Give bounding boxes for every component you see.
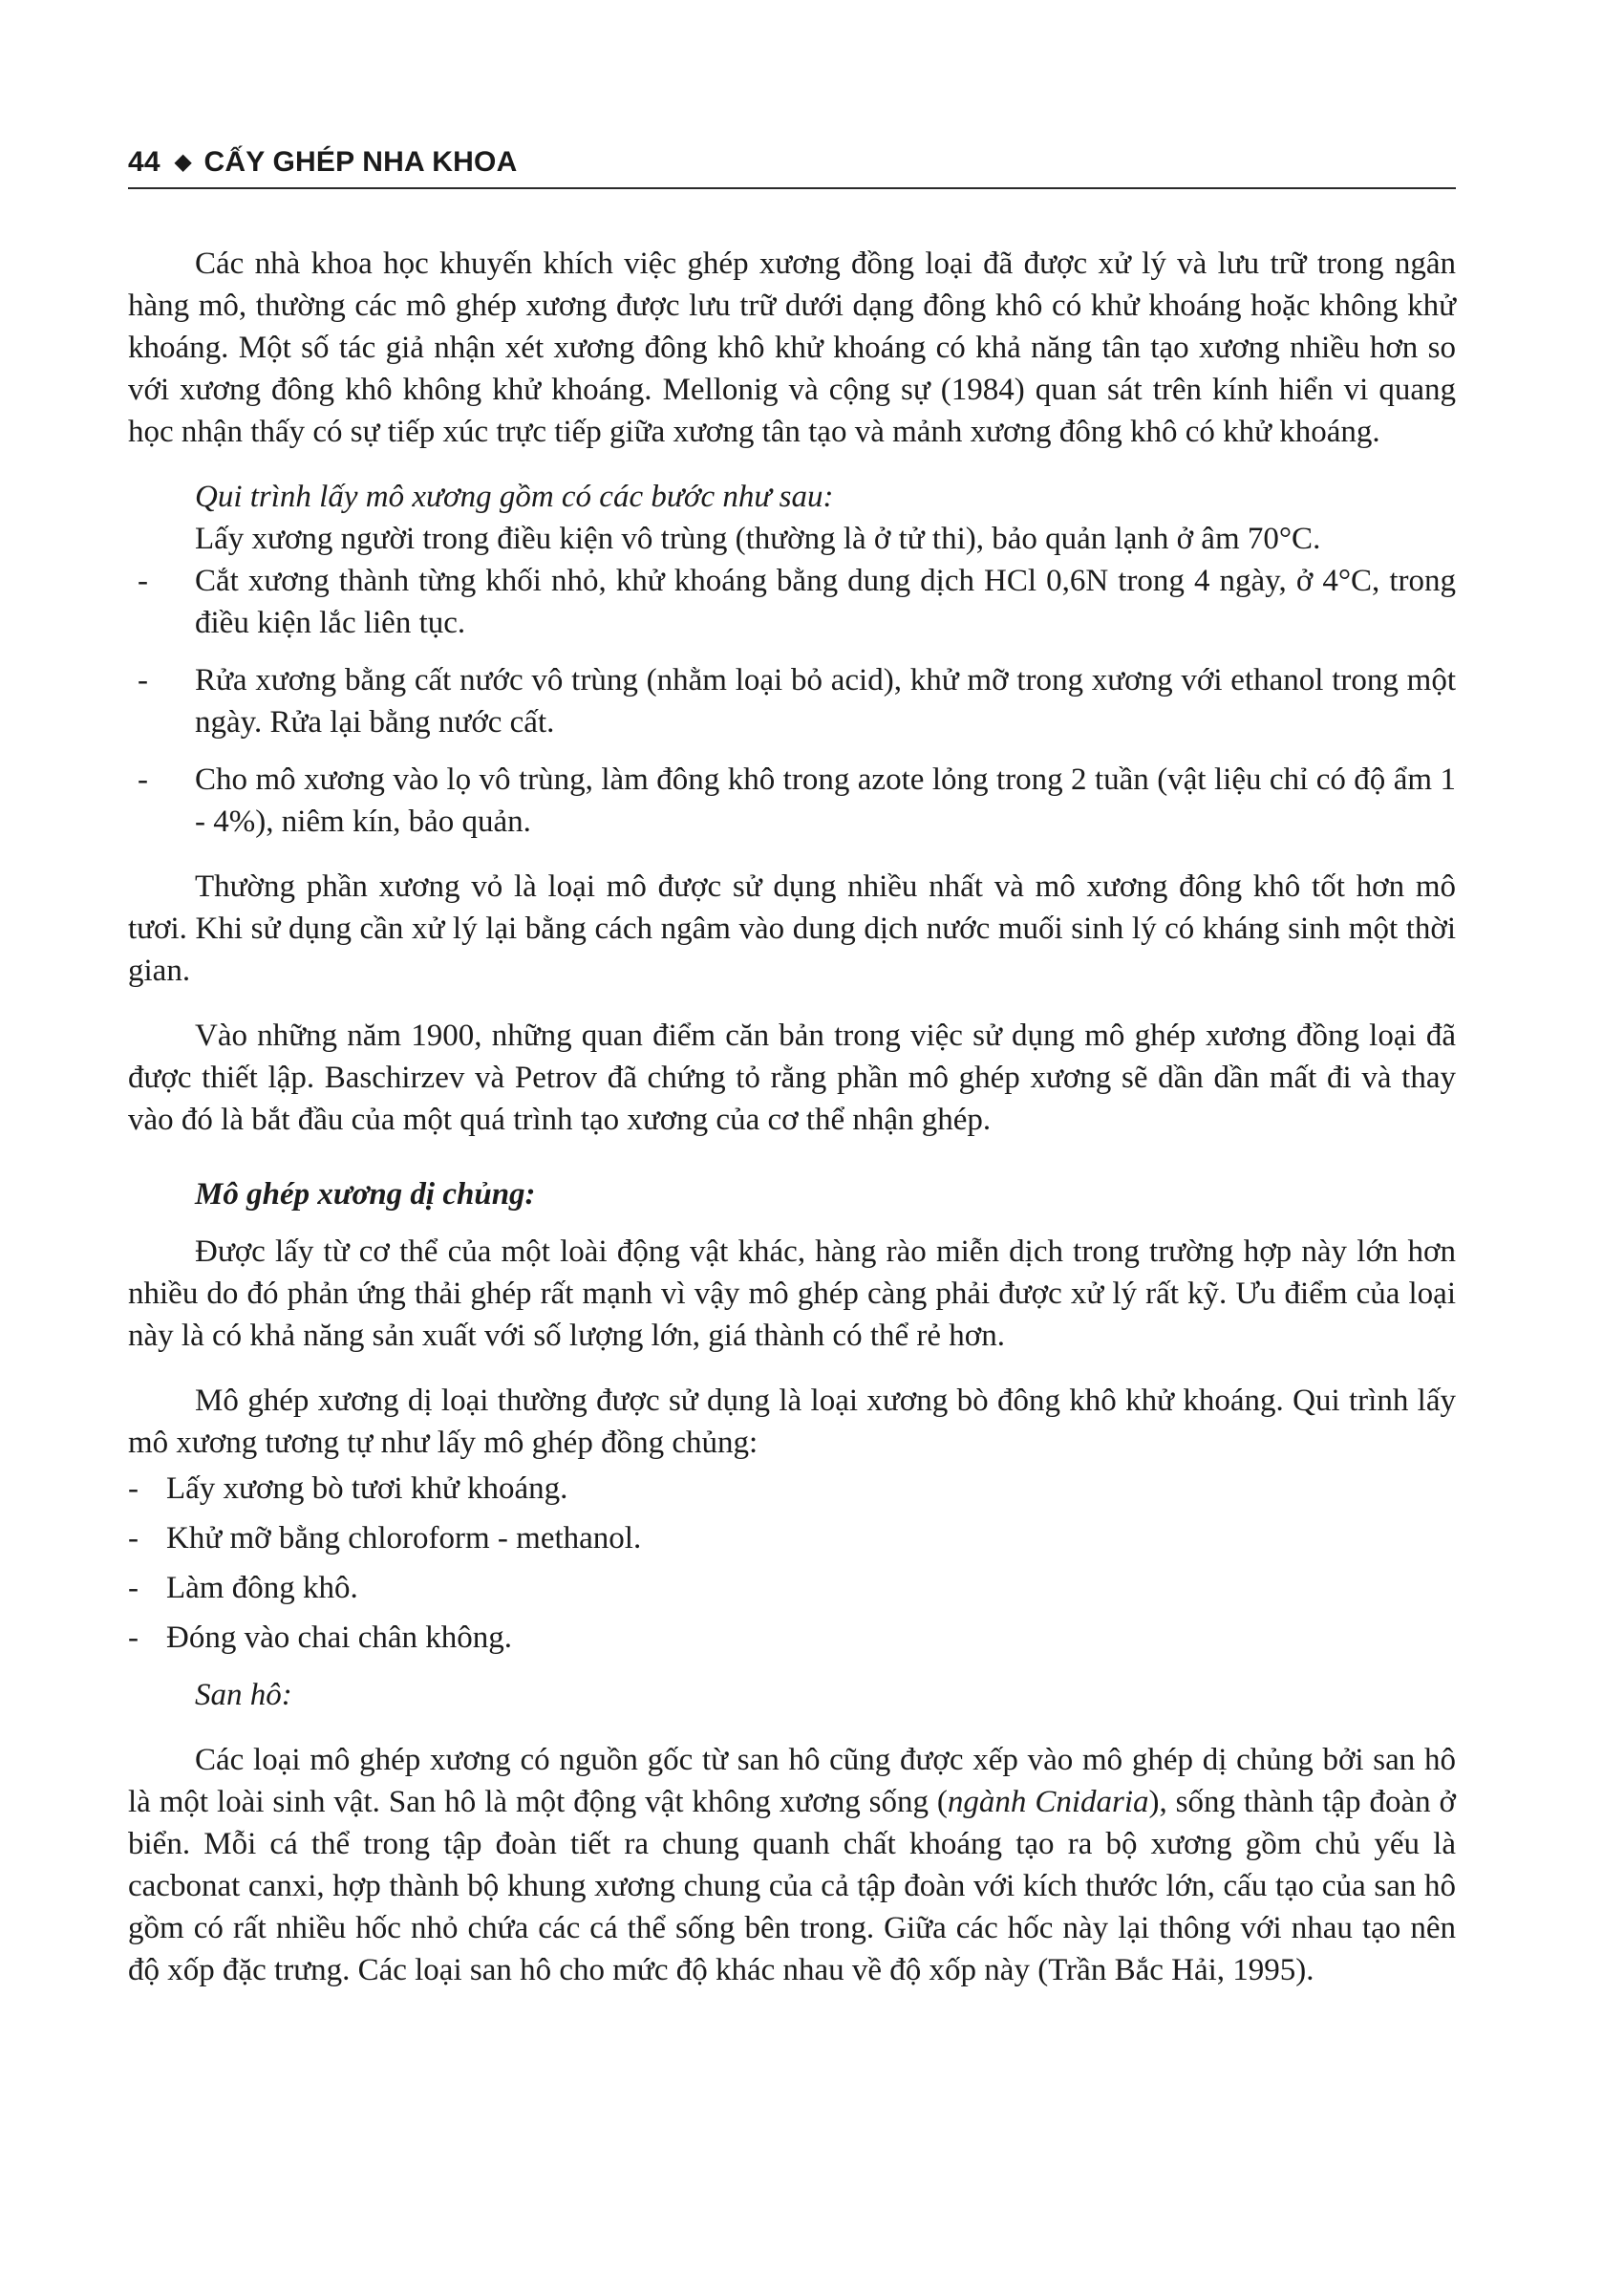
list-item xyxy=(128,1617,1456,1659)
list-item-text: Cắt xương thành từng khối nhỏ, khử khoáng bằng dung dịch HCl 0,6N trong 4 ngày, ở 4°C, trong điều kiện lắc liên tục. xyxy=(195,564,1456,640)
diamond-icon: ◆ xyxy=(174,149,192,175)
list-item xyxy=(128,659,1456,743)
list-item xyxy=(128,1468,1456,1510)
paragraph-history-1900: Vào những năm 1900, những quan điểm căn bản trong việc sử dụng mô ghép xương đồng loại đã được thiết lập. Baschirzev và Petrov đã chứng tỏ rằng phần mô ghép xương sẽ dần dần mất đi và thay vào đó là bắt đầu của một quá trình tạo xương của cơ thể nhận ghép. xyxy=(128,1019,1456,1137)
procedure-intro: Lấy xương người trong điều kiện vô trùng (thường là ở tử thi), bảo quản lạnh ở âm 70°C. xyxy=(195,522,1321,556)
list-item-text: Cho mô xương vào lọ vô trùng, làm đông khô trong azote lỏng trong 2 tuần (vật liệu chỉ có độ ẩm 1 - 4%), niêm kín, bảo quản. xyxy=(195,762,1456,839)
list-item-text: Khử mỡ bằng chloroform - methanol. xyxy=(166,1521,642,1556)
paragraph-bovine-bone: Mô ghép xương dị loại thường được sử dụng là loại xương bò đông khô khử khoáng. Qui trình lấy mô xương tương tự như lấy mô ghép đồng chủng: xyxy=(128,1384,1456,1460)
dash-bullet: - xyxy=(128,1521,139,1556)
list-item-text: Lấy xương bò tươi khử khoáng. xyxy=(166,1471,568,1506)
paragraph-coral xyxy=(128,1739,1456,1991)
page-number: 44 xyxy=(128,146,160,178)
dash-bullet: - xyxy=(128,1571,139,1605)
coral-text-part-1: Các loại mô ghép xương có nguồn gốc từ san hô cũng được xếp vào mô ghép dị chủng bởi san hô là một loài sinh vật. San hô là một động vật không xương sống ( xyxy=(128,1743,1456,1819)
list-item xyxy=(128,560,1456,644)
list-item-text: Đóng vào chai chân không. xyxy=(166,1620,512,1655)
procedure-heading: Qui trình lấy mô xương gồm có các bước như sau: xyxy=(195,480,834,514)
dash-bullet: - xyxy=(128,1620,139,1655)
coral-text-part-2: ), sống thành tập đoàn ở biển. Mỗi cá thể trong tập đoàn tiết ra chung quanh chất khoáng tạo ra bộ xương gồm chủ yếu là cacbonat canxi, hợp thành bộ khung xương chung của cả tập đoàn với kích thước lớn, cấu tạo của san hô gồm có rất nhiều hốc nhỏ chứa các cá thể sống bên trong. Giữa các hốc này lại thông với nhau tạo nên độ xốp đặc trưng. Các loại san hô cho mức độ khác nhau về độ xốp này (Trần Bắc Hải, 1995). xyxy=(128,1785,1456,1987)
paragraph-xenograft: Được lấy từ cơ thể của một loài động vật khác, hàng rào miễn dịch trong trường hợp này lớn hơn nhiều do đó phản ứng thải ghép rất mạnh vì vậy mô ghép càng phải được xử lý rất kỹ. Ưu điểm của loại này là có khả năng sản xuất với số lượng lớn, giá thành có thể rẻ hơn. xyxy=(128,1234,1456,1353)
list-item-text: Rửa xương bằng cất nước vô trùng (nhằm loại bỏ acid), khử mỡ trong xương với ethanol trong một ngày. Rửa lại bằng nước cất. xyxy=(195,663,1456,740)
dash-bullet: - xyxy=(128,1471,139,1506)
list-item xyxy=(128,1567,1456,1609)
list-item xyxy=(128,1517,1456,1559)
coral-heading: San hô: xyxy=(195,1678,292,1712)
running-header xyxy=(128,143,1456,182)
header-rule xyxy=(128,187,1456,189)
procedure-steps-list xyxy=(128,560,1456,843)
list-item-text: Làm đông khô. xyxy=(166,1571,358,1605)
xenograft-heading: Mô ghép xương dị chủng: xyxy=(195,1177,536,1212)
dash-bullet: - xyxy=(138,564,148,598)
paragraph-allograft-storage: Các nhà khoa học khuyến khích việc ghép xương đồng loại đã được xử lý và lưu trữ trong ngân hàng mô, thường các mô ghép xương được lưu trữ dưới dạng đông khô có khử khoáng hoặc không khử khoáng. Một số tác giả nhận xét xương đông khô khử khoáng có khả năng tân tạo xương nhiều hơn so với xương đông khô không khử khoáng. Mellonig và cộng sự (1984) quan sát trên kính hiển vi quang học nhận thấy có sự tiếp xúc trực tiếp giữa xương tân tạo và mảnh xương đông khô có khử khoáng. xyxy=(128,247,1456,449)
paragraph-cortical-bone: Thường phần xương vỏ là loại mô được sử dụng nhiều nhất và mô xương đông khô tốt hơn mô tươi. Khi sử dụng cần xử lý lại bằng cách ngâm vào dung dịch nước muối sinh lý có kháng sinh một thời gian. xyxy=(128,869,1456,988)
coral-phylum-name: ngành Cnidaria xyxy=(947,1785,1149,1819)
dash-bullet: - xyxy=(138,663,148,697)
dash-bullet: - xyxy=(138,762,148,797)
bovine-steps-list xyxy=(128,1468,1456,1659)
chapter-title: CẤY GHÉP NHA KHOA xyxy=(203,146,518,178)
list-item xyxy=(128,759,1456,843)
header-line xyxy=(128,143,1456,182)
page-body xyxy=(128,243,1456,1991)
